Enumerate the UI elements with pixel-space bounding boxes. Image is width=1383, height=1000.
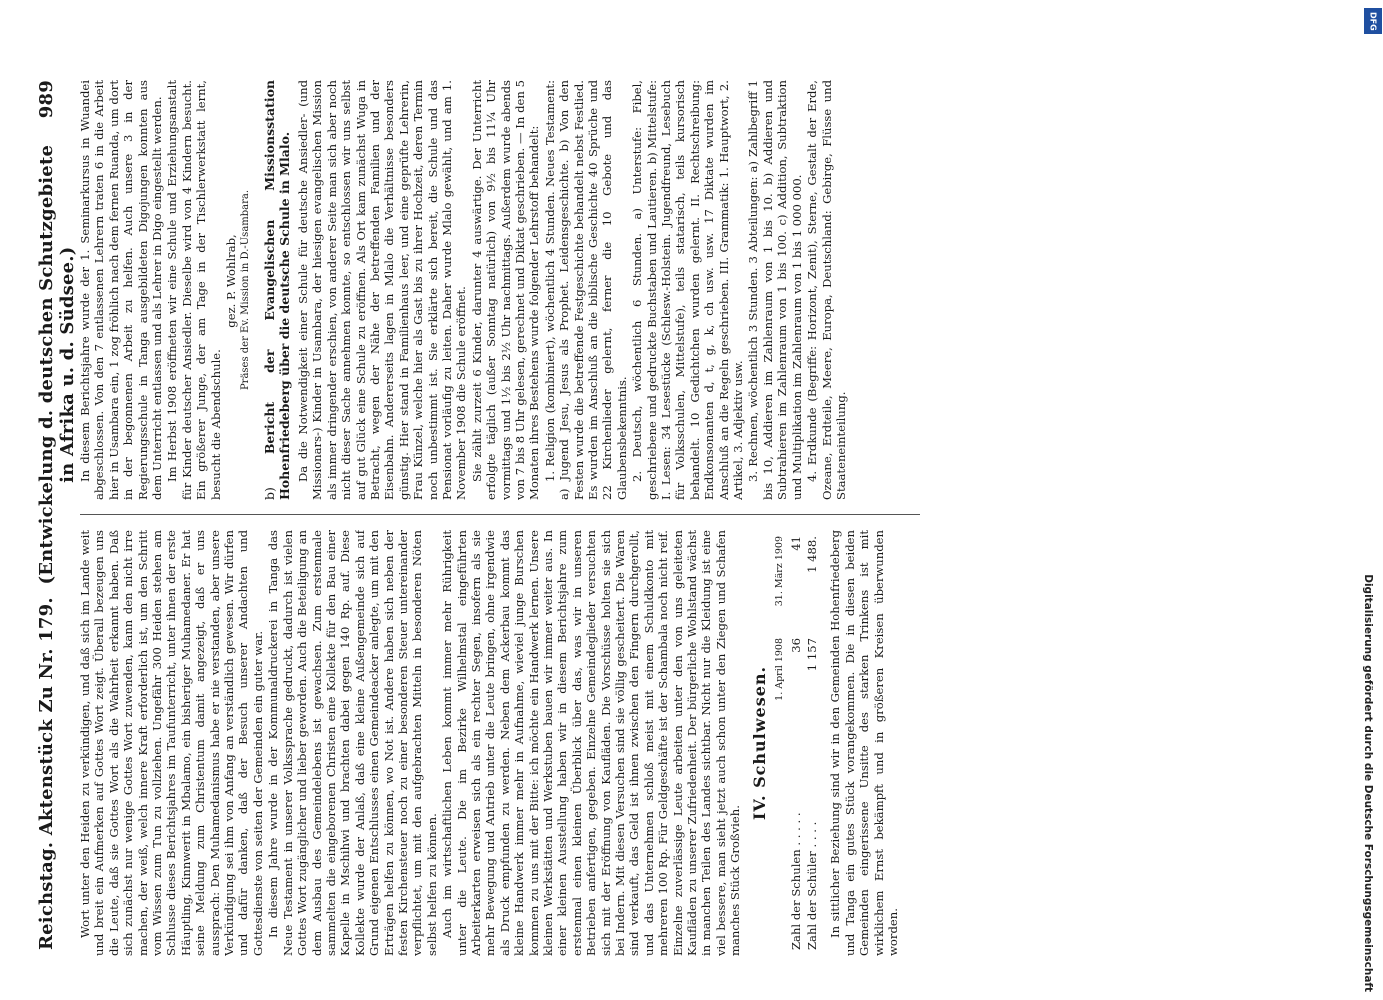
running-head-center: (Entwickelung d. deutschen Schutzgebiete in Afrika u. d. Südsee.) (36, 144, 78, 585)
right-column (78, 80, 918, 500)
subsection-title: Bericht der Evangelischen Missionsstation Hohenfriedeberg über die deutsche Schule in Mlalo. (261, 80, 292, 500)
paragraph: Da die Notwendigkeit einer Schule für deutsche Ansiedler- (und Missionars-) Kinder in Usambara, der hiesigen evangelischen Mission als immer dringender erschien, von anderer Seite man sich aber noch nicht dieser Sache annehmen konnte, so entschlossen wir uns selbst auf gut Glück eine Schule zu eröffnen. Als Ort kam zunächst Wuga in Betracht, wegen der Nähe der betreffenden Familien und der Eisenbahn. Andererseits lagen in Mlalo die Verhältnisse besonders günstig. Hier stand in Familienhaus leer, und eine geprüfte Lehrerin, Frau Künzel, welche hier als Gast bis zu ihrer Hochzeit, deren Termin noch unbestimmt ist. Sie erklärte sich bereit, die Schule und das Pensionat vorläufig zu leiten. Daher wurde Mlalo gewählt, und am 1. November 1908 die Schule eröffnet. (295, 80, 469, 500)
paragraph: 4. Erdkunde (Begriffe: Horizont, Zenit), Sterne, Gestalt der Erde, Ozeane, Erdteile, Meere, Europa, Deutschland: Gebirge, Flüsse und Staateneinteilung. (805, 80, 848, 500)
paragraph: 2. Deutsch, wöchentlich 6 Stunden. a) Unterstufe: Fibel, geschriebene und gedruckte Buchstaben und Lautieren. b) Mittelstufe: I. Lesen: 34 Lesestücke (Schlesw.-Holstein. Jugendfreund, Lesebuch für Volksschulen, Mittelstufe), teils statarisch, teils kursorisch behandelt. 10 Gedichtchen wurden gelernt. II. Rechtschreibung: Endkonsonanten d, t, g, k, ch usw. usw. 17 Diktate wurden im Anschluß an die Regeln geschrieben. III. Grammatik: 1. Hauptwort, 2. Artikel, 3. Adjektiv usw. (630, 80, 746, 500)
paragraph: In diesem Jahre wurde in der Kommunaldruckerei in Tanga das Neue Testament in unserer Volkssprache gedruckt, dadurch ist vielen Gottes Wort zugänglicher und lieber geworden. Auch die Beteiligung an dem Ausbau des Gemeindelebens ist gewachsen. Zum erstenmale sammelten die eingeborenen Christen eine Kollekte für den Bau einer Kapelle in Mschihwi und brachten dabei gegen 140 Rp. auf. Diese Kollekte wurde der Anlaß, daß eine kleine Außengemeinde sich auf Grund eigenen Entschlusses einen Gemeindeacker anlegte, um mit den Erträgen helfen zu können, wo Not ist. Andere haben sich neben der festen Kirchensteuer noch zu einer besonderen Steuer untereinander verpflichtet, um mit den aufgebrachten Mitteln in besonderen Nöten selbst helfen zu können. (266, 530, 439, 956)
table-col-header: 1. April 1908 (774, 638, 786, 701)
paragraph: Auch im wirtschaftlichen Leben kommt immer mehr Rührigkeit unter die Leute. Die im Bezirke Wilhelmstal eingeführten Arbeiterkarten erweisen sich als ein rechter Segen, insofern als sie mehr Bewegung und Antrieb unter die Leute bringen, ohne irgendwie als Druck empfunden zu werden. Neben dem Ackerbau kommt das kleine Handwerk immer mehr in Aufnahme, wieviel junge Burschen kommen zu uns mit der Bitte: ich möchte ein Handwerk lernen. Unsere kleinen Werkstätten und Werkstuben bauen wir immer weiter aus. In einer kleinen Ausstellung haben wir in diesem Berichtsjahre zum erstenmal einen kleinen Überblick über das, was wir in unseren Betrieben anfertigen, gegeben. Einzelne Gemeindeglieder versuchten sich mit der Eröffnung von Kaufläden. Die Vorschüsse holten sie sich bei Indern. Mit diesen Versuchen sind sie völlig gescheitert. Die Waren sind verkauft, das Geld ist ihnen zwischen den Fingern durchgerollt, und das Unternehmen schloß meist mit einem Schuldkonto mit mehreren 100 Rp. Für Geldgeschäfte ist der Schambala noch nicht reif. Einzelne zuverlässige Leute arbeiten unter den von uns geleiteten Kaufläden zu unserer Zufriedenheit. Der bürgerliche Wohlstand wächst in manchen Teilen des Landes sichtbar. Nicht nur die Kleidung ist eine viel bessere, man sieht jetzt auch schon unter den Ziegen und Schafen manches Stück Großvieh. (440, 530, 743, 956)
table-cell: Zahl der Schüler . . . . (804, 821, 819, 950)
paragraph: 3. Rechnen, wöchentlich 3 Stunden. 3 Abteilungen: a) Zahlbegriff 1 bis 10, Addieren im Zahlenraum von 1 bis 10. b) Addieren und Subtrahieren im Zahlenraum von 1 bis 100. c) Addition, Subtraktion und Multiplikation im Zahlenraum von 1 bis 1 000 000. (746, 80, 804, 500)
running-head-left: Reichstag. Aktenstück Zu Nr. 179. (36, 597, 57, 950)
paragraph: Im Herbst 1908 eröffneten wir eine Schule und Erziehungsanstalt für Kinder deutscher Ansiedler. Dieselbe wird von 4 Kindern besucht. Ein größerer Junge, der am Tage in der Tischlerwerkstatt lernt, besucht die Abendschule. (165, 80, 223, 500)
table-cell: 41 (788, 536, 803, 551)
paragraph: Sie zählt zurzeit 6 Kinder, darunter 4 auswärtige. Der Unterricht erfolgte täglich (außer Sonntag natürlich) von 9½ bis 11¼ Uhr vormittags und 1½ bis 2½ Uhr nachmittags. Außerdem wurde abends von 7 bis 8 Uhr gelesen, gerechnet und Diktat geschrieben. — In den 5 Monaten ihres Bestehens wurde folgender Lehrstoff behandelt: (469, 80, 542, 500)
table-row (804, 530, 820, 956)
signature: gez. P. Wohlrab, (224, 234, 239, 328)
table-cell: Zahl der Schulen . . . . . (788, 812, 803, 950)
signature-title: Präses der Ev. Mission in D.-Usambara. (240, 189, 252, 391)
left-column (78, 530, 918, 956)
paragraph: 1. Religion (kombiniert), wöchentlich 4 Stunden. Neues Testament: a) Jugend Jesu, Jesus als Prophet. Leidensgeschichte. b) Von den Festen wurde die betreffende Festgeschichte behandelt nebst Festlied. Es wurden im Anschluß an die biblische Geschichte 40 Sprüche und 22 Kirchenlieder gelernt, ferner die 10 Gebote und das Glaubensbekenntnis. (542, 80, 629, 500)
digitization-credit: Digitalisierung gefördert durch die Deutsche Forschungsgemeinschaft (1362, 574, 1374, 992)
section-heading: IV. Schulwesen. (749, 665, 769, 821)
paragraph: Wort unter den Heiden zu verkündigen, und daß sich im Lande weit und breit ein Aufmerken auf Gottes Wort zeigt. Überall bezeugen uns die Leute, daß sie Gottes Wort als die Wahrheit erkannt haben. Daß sich zunächst nur wenige Gottes Wort zuwenden, kann den nicht irre machen, der weiß, welch innere Kraft erforderlich ist, um den Schritt vom Wissen zum Tun zu vollziehen. Ungefähr 300 Heiden stehen am Schlusse dieses Berichtsjahres im Taufunterricht, unter ihnen der erste Häuptling, Kinnwerit in Mbalamo, ein bisheriger Muhamedaner. Er hat seine Meldung zum Christentum damit angezeigt, daß er uns aussprach: Den Muhamedanismus habe er nie verstanden, aber unsere Verkündigung sei ihm von Anfang an verständlich gewesen. Wir dürfen und dafür danken, daß der Besuch unserer Andachten und Gottesdienste von seiten der Gemeinden ein guter war. (78, 530, 265, 956)
table-cell: 36 (788, 638, 803, 653)
table-row (788, 530, 804, 956)
column-divider (80, 514, 920, 515)
table-cell: 1 157 (804, 638, 819, 672)
running-head (36, 80, 78, 950)
dfg-logo: DFG (1364, 8, 1382, 34)
subsection-heading (262, 80, 292, 500)
table-cell: 1 488. (804, 536, 819, 573)
page-number: 989 (36, 80, 57, 119)
credit-strip (1355, 0, 1383, 1000)
paragraph: In sittlicher Beziehung sind wir in den Gemeinden Hohenfriedeberg und Tanga ein gutes Stück vorangekommen. Die in diesen beiden Gemeinden eingerissene Unsitte des starken Trinkens ist mit wirklichem Ernst bekämpft und in größeren Kreisen überwunden worden. (828, 530, 900, 956)
school-stats-table (773, 530, 820, 956)
paragraph: In diesem Berichtsjahre wurde der 1. Seminarkursus in Wuandei abgeschlossen. Von den 7 entlassenen Lehrern traten 6 in die Arbeit hier in Usambara ein, 1 zog fröhlich nach dem fernen Ruanda, um dort in der begonnenen Arbeit zu helfen. Auch unsere 3 in der Regierungsschule in Tanga ausgebildeten Digojungen konnten aus dem Unterricht entlassen und als Lehrer in Digo eingestellt werden. (78, 80, 165, 500)
subsection-label: b) (261, 487, 277, 500)
table-col-header: 31. März 1909 (774, 536, 786, 607)
